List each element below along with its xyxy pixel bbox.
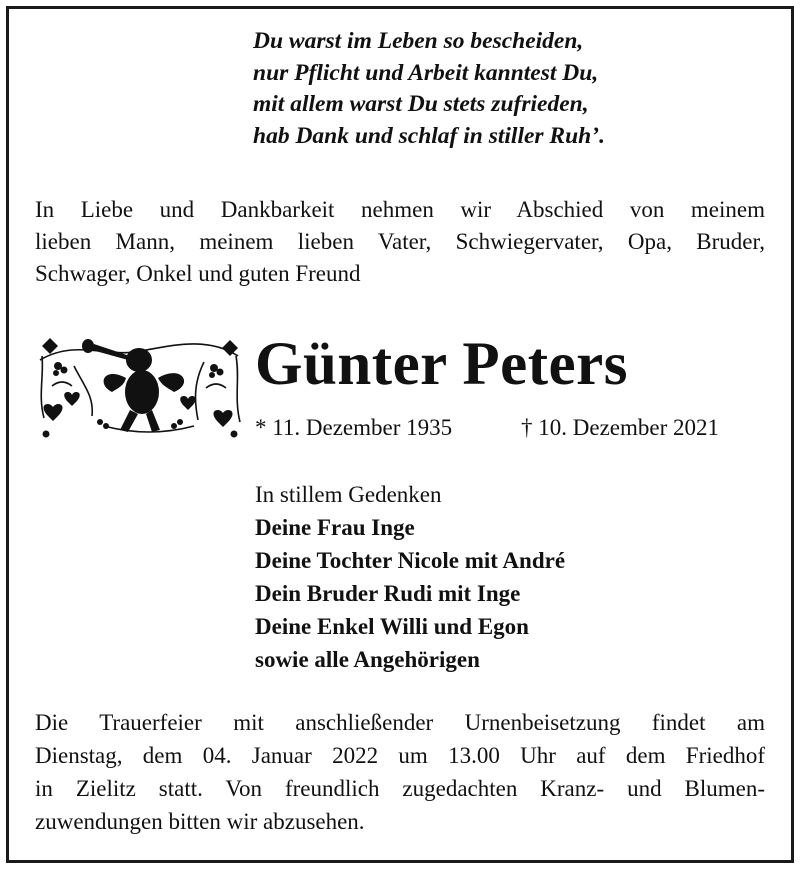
mourners-list (255, 478, 565, 676)
funeral-line: Dienstag, dem 04. Januar 2022 um 13.00 Uhr auf dem Friedhof (35, 743, 765, 768)
funeral-line: Die Trauerfeier mit anschließender Urnenbeisetzung findet am (35, 710, 765, 735)
farewell-intro (35, 194, 765, 290)
mourner-entry: Deine Frau Inge (255, 515, 415, 540)
poem-line: mit allem warst Du stets zufrieden, (253, 91, 589, 117)
funeral-line: zuwendungen bitten wir abzusehen. (35, 809, 365, 834)
intro-line: lieben Mann, meinem lieben Vater, Schwiegervater, Opa, Bruder, (35, 229, 765, 254)
poem-line: nur Pflicht und Arbeit kanntest Du, (253, 59, 599, 86)
poem-line: Du warst im Leben so bescheiden, (253, 28, 584, 54)
memorial-poem (253, 26, 605, 152)
funeral-line: in Zielitz statt. Von freundlich zugedachten Kranz- und Blumen- (35, 776, 765, 801)
cherub-with-vines-icon (34, 326, 244, 442)
poem-line: hab Dank und schlaf in stiller Ruh’. (253, 122, 605, 149)
mourner-entry: sowie alle Angehörigen (255, 647, 480, 672)
mourner-entry: Deine Enkel Willi und Egon (255, 614, 529, 639)
funeral-notice (35, 706, 765, 838)
mourner-entry: Dein Bruder Rudi mit Inge (255, 581, 521, 606)
intro-line: In Liebe und Dankbarkeit nehmen wir Abschied von meinem (35, 197, 765, 222)
birth-date: * 11. Dezember 1935 (255, 415, 453, 440)
intro-line: Schwager, Onkel und guten Freund (35, 261, 361, 286)
mourners-heading: In stillem Gedenken (255, 482, 442, 507)
deceased-name: Günter Peters (255, 331, 628, 398)
mourner-entry: Deine Tochter Nicole mit André (255, 548, 566, 573)
death-date: † 10. Dezember 2021 (521, 415, 719, 440)
